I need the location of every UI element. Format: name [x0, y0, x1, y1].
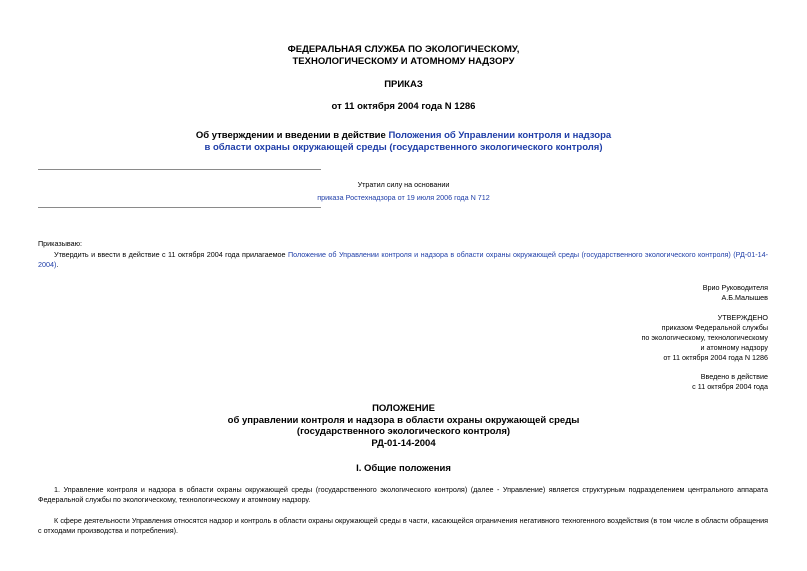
section-1-paragraph-2: К сфере деятельности Управления относятся надзор и контроль в области охраны окружающей среды в части, касающейся ограничения негативного техногенного воздействия (в том числе в области обращения с отходами производства и потребления). [38, 516, 768, 535]
signature-name: А.Б.Малышев [721, 293, 768, 302]
effective-block [420, 372, 768, 392]
agency-line-2: ТЕХНОЛОГИЧЕСКОМУ И АТОМНОМУ НАДЗОРУ [292, 56, 515, 67]
divider-bottom [38, 207, 321, 208]
signature-block [420, 283, 768, 303]
agency-header [0, 44, 807, 68]
agency-line-1: ФЕДЕРАЛЬНАЯ СЛУЖБА ПО ЭКОЛОГИЧЕСКОМУ, [287, 44, 520, 55]
approved-line-3: по экологическому, технологическому [641, 333, 768, 342]
order-date-number: от 11 октября 2004 года N 1286 [331, 101, 476, 112]
regulation-link-part-1[interactable]: Положения об Управлении контроля и надзора [388, 130, 612, 141]
effective-line-2: с 11 октября 2004 года [692, 382, 768, 391]
regulation-subject: об управлении контроля и надзора в области охраны окружающей среды [227, 414, 580, 426]
revoking-order-link[interactable]: приказа Ростехнадзора от 19 июля 2006 года N 712 [317, 193, 490, 202]
approve-suffix: . [56, 260, 59, 269]
approved-line-4: и атомному надзору [700, 343, 768, 352]
approve-paragraph [38, 250, 768, 270]
approved-block [420, 313, 768, 363]
divider-top [38, 169, 321, 170]
signature-position: Врио Руководителя [702, 283, 768, 292]
approved-regulation-link[interactable]: Положение об Управлении контроля и надзора в области охраны окружающей среды (государственного экологического контроля) (РД-01-14-2004) [38, 250, 768, 269]
regulation-title: ПОЛОЖЕНИЕ [372, 403, 435, 414]
regulation-heading [0, 403, 807, 449]
section-1-paragraph-1: 1. Управление контроля и надзора в области охраны окружающей среды (государственного экологического контроля) (далее - Управление) является структурным подразделением центрального аппарата Федеральной службы по экологическому, технологическому и атомному надзору. [38, 485, 768, 504]
order-subject [0, 130, 807, 154]
revoked-text: Утратил силу на основании [357, 180, 450, 189]
regulation-subject-2: (государственного экологического контроля) [296, 426, 511, 437]
revoked-note [0, 180, 807, 203]
order-title: ПРИКАЗ [384, 79, 423, 90]
effective-line-1: Введено в действие [700, 372, 768, 381]
approve-prefix: Утвердить и ввести в действие с 11 октября 2004 года прилагаемое [54, 250, 288, 259]
approved-line-1: УТВЕРЖДЕНО [717, 313, 768, 322]
order-command: Приказываю: [38, 239, 82, 248]
subject-prefix: Об утверждении и введении в действие [195, 130, 389, 141]
approved-line-2: приказом Федеральной службы [661, 323, 768, 332]
approved-line-5: от 11 октября 2004 года N 1286 [663, 353, 768, 362]
regulation-code: РД-01-14-2004 [371, 437, 436, 449]
section-1-title: I. Общие положения [356, 463, 451, 474]
regulation-link-part-2[interactable]: в области охраны окружающей среды (государственного экологического контроля) [204, 142, 603, 153]
